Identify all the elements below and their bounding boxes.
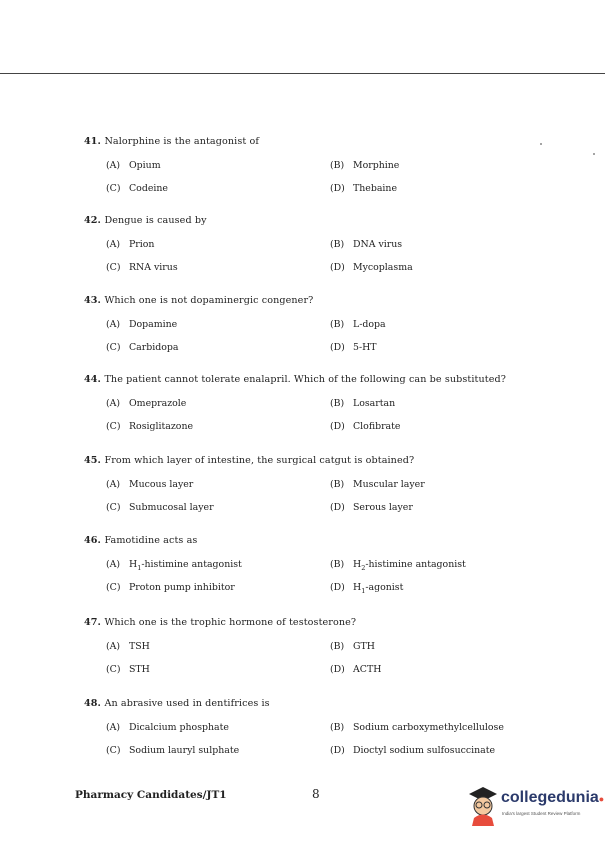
question-number: 44. [84,374,105,385]
option-text: Opium [129,160,161,171]
collegedunia-logo[interactable] [466,784,606,826]
option-c [106,262,178,273]
graduate-mascot-icon [466,784,500,826]
option-d [330,502,413,513]
question-text: The patient cannot tolerate enalapril. Which of the following can be substituted? [104,374,506,385]
scan-speck [593,153,595,155]
question-45 [84,455,544,466]
option-text: RNA virus [129,262,178,273]
option-b [330,160,399,171]
option-text: ACTH [353,664,382,675]
option-text: 5-HT [353,342,377,353]
option-d [330,421,400,432]
question-42 [84,215,544,226]
option-label: (D) [330,582,345,593]
question-number: 43. [84,295,105,306]
option-a [106,641,150,652]
option-text: Dopamine [129,319,178,330]
option-c [106,502,214,513]
question-number: 46. [84,535,105,546]
option-label: (B) [330,319,345,330]
brand-name: collegedunia● [501,789,605,806]
option-text: GTH [353,641,375,652]
option-text: Sodium carboxymethylcellulose [353,722,504,733]
option-label: (A) [106,319,121,330]
option-text: Rosiglitazone [129,421,194,432]
option-label: (B) [330,641,345,652]
option-text: Clofibrate [353,421,401,432]
option-label: (C) [106,664,121,675]
brand-tagline: India's largest Student Review Platform [502,811,581,816]
option-label: (C) [106,421,121,432]
option-label: (A) [106,479,121,490]
question-43 [84,295,544,306]
footer-label: Pharmacy Candidates/JT1 [75,789,227,801]
option-label: (D) [330,664,345,675]
option-label: (D) [330,183,345,194]
option-label: (B) [330,239,345,250]
question-text: From which layer of intestine, the surgical catgut is obtained? [104,455,415,466]
option-label: (C) [106,262,121,273]
option-label: (A) [106,641,121,652]
option-c [106,183,168,194]
option-c [106,582,235,593]
option-text: Losartan [353,398,396,409]
option-label: (C) [106,745,121,756]
question-text: Nalorphine is the antagonist of [104,136,259,147]
option-b [330,559,466,572]
option-text: Carbidopa [129,342,179,353]
option-text: STH [129,664,150,675]
option-label: (D) [330,262,345,273]
option-label: (A) [106,239,121,250]
option-c [106,342,178,353]
option-text: Thebaine [353,183,398,194]
option-label: (D) [330,342,345,353]
option-text: Morphine [353,160,400,171]
question-text: Which one is the trophic hormone of testosterone? [104,617,357,628]
option-label: (B) [330,559,345,570]
option-text: Prion [129,239,155,250]
option-d [330,342,377,353]
question-number: 41. [84,136,105,147]
option-b [330,239,402,250]
question-41 [84,136,544,147]
option-text: Dioctyl sodium sulfosuccinate [353,745,496,756]
option-text: Codeine [129,183,168,194]
option-text: Omeprazole [129,398,187,409]
question-number: 42. [84,215,105,226]
option-a [106,160,161,171]
option-text: $H_1$-agonist [353,582,404,595]
question-44 [84,374,544,385]
option-text: Mycoplasma [353,262,413,273]
option-label: (A) [106,160,121,171]
option-text: $H_2$-histimine antagonist [353,559,466,572]
option-a [106,239,154,250]
option-a [106,398,186,409]
option-text: Dicalcium phosphate [129,722,229,733]
question-number: 45. [84,455,105,466]
option-text: TSH [129,641,150,652]
option-c [106,421,193,432]
question-text: Dengue is caused by [104,215,207,226]
option-b [330,319,386,330]
question-48 [84,698,544,709]
option-d [330,183,397,194]
option-label: (B) [330,722,345,733]
question-text: An abrasive used in dentifrices is [104,698,270,709]
option-c [106,745,239,756]
option-d [330,745,495,756]
option-label: (B) [330,479,345,490]
option-label: (B) [330,398,345,409]
option-label: (D) [330,421,345,432]
option-text: Submucosal layer [129,502,214,513]
option-text: Muscular layer [353,479,425,490]
option-text: L-dopa [353,319,386,330]
option-d [330,262,413,273]
header-rule [0,73,605,74]
option-label: (A) [106,722,121,733]
option-label: (C) [106,183,121,194]
option-b [330,641,375,652]
option-text: $H_1$-histimine antagonist [129,559,242,572]
option-label: (B) [330,160,345,171]
option-text: Mucous layer [129,479,194,490]
option-label: (A) [106,559,121,570]
option-label: (C) [106,502,121,513]
option-text: Sodium lauryl sulphate [129,745,240,756]
option-b [330,398,395,409]
question-number: 47. [84,617,105,628]
option-d [330,582,403,595]
option-a [106,479,193,490]
option-text: Serous layer [353,502,413,513]
question-text: Famotidine acts as [104,535,198,546]
question-text: Which one is not dopaminergic congener? [104,295,314,306]
option-b [330,479,425,490]
option-label: (D) [330,745,345,756]
option-label: (A) [106,398,121,409]
option-a [106,559,242,572]
option-d [330,664,381,675]
question-47 [84,617,544,628]
option-c [106,664,150,675]
option-label: (D) [330,502,345,513]
option-label: (C) [106,342,121,353]
option-label: (C) [106,582,121,593]
option-a [106,722,229,733]
option-text: Proton pump inhibitor [129,582,235,593]
page-number: 8 [312,787,320,801]
question-number: 48. [84,698,105,709]
option-a [106,319,177,330]
question-46 [84,535,544,546]
option-text: DNA virus [353,239,403,250]
option-b [330,722,504,733]
